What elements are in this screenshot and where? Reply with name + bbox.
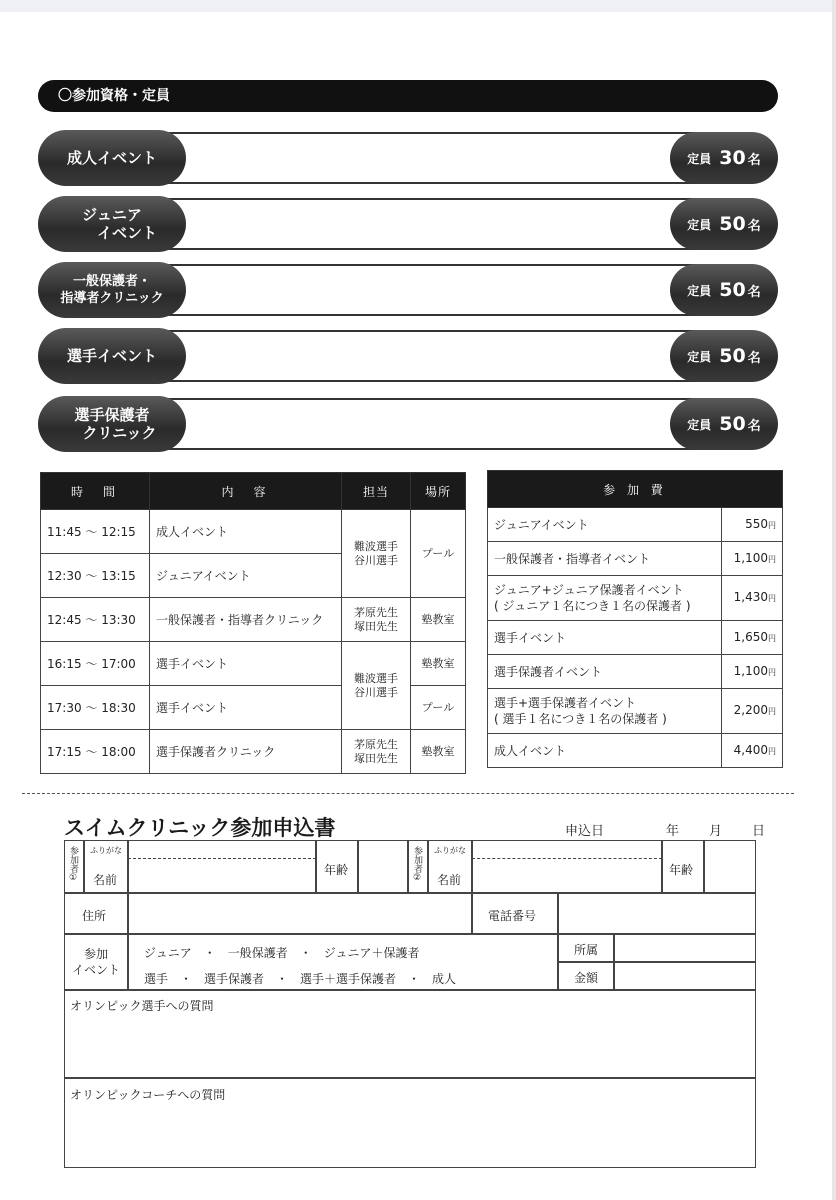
participant2-name-field[interactable] [472, 840, 662, 893]
table-row: 選手+選手保護者イベント ( 選手１名につき１名の保護者 ) 2,200円 [488, 689, 783, 734]
event-name: 選手保護者 クリニック [38, 396, 186, 452]
right-edge [832, 0, 836, 1200]
table-row: 選手イベント 1,650円 [488, 621, 783, 655]
capacity-badge: 定員 50 名 [670, 198, 778, 250]
schedule-table [40, 472, 466, 774]
staff-cell: 難波選手 谷川選手 [342, 642, 411, 730]
place-cell: プール [411, 510, 466, 598]
amount-field[interactable] [614, 962, 756, 990]
participant1-age-field[interactable] [358, 840, 408, 893]
table-row: 17:30 ～ 18:30 選手イベント プール [41, 686, 466, 730]
staff-cell: 難波選手 谷川選手 [342, 510, 411, 598]
event-name: ジュニア イベント [38, 196, 186, 252]
participant2-age-field[interactable] [704, 840, 756, 893]
table-row: 16:15 ～ 17:00 選手イベント 難波選手 谷川選手 塾教室 [41, 642, 466, 686]
staff-cell: 茅原先生 塚田先生 [342, 730, 411, 774]
capacity-row [38, 260, 778, 320]
application-date: 申込日 年 月 日 [565, 824, 766, 839]
capacity-row [38, 194, 778, 254]
table-row: 選手保護者イベント 1,100円 [488, 655, 783, 689]
place-cell: 塾教室 [411, 598, 466, 642]
section-header: 〇参加資格・定員 [38, 80, 778, 112]
fee-table [487, 470, 783, 768]
table-row: 一般保護者・指導者イベント 1,100円 [488, 542, 783, 576]
participant1-name-field[interactable] [128, 840, 316, 893]
capacity-badge: 定員 50 名 [670, 264, 778, 316]
event-name: 選手イベント [38, 328, 186, 384]
table-row: 11:45 ～ 12:15 成人イベント 難波選手 谷川選手 プール [41, 510, 466, 554]
place-cell: 塾教室 [411, 730, 466, 774]
form-title: スイムクリニック参加申込書 [64, 816, 336, 840]
table-row: 成人イベント 4,400円 [488, 734, 783, 768]
table-row: ジュニア+ジュニア保護者イベント ( ジュニア１名につき１名の保護者 ) 1,430円 [488, 576, 783, 621]
event-name: 一般保護者・ 指導者クリニック [38, 262, 186, 318]
capacity-badge: 定員 50 名 [670, 398, 778, 450]
capacity-row [38, 394, 778, 454]
capacity-badge: 定員 30 名 [670, 132, 778, 184]
header-time: 時 間 [41, 473, 150, 510]
table-row: ジュニアイベント 550円 [488, 508, 783, 542]
header-content: 内 容 [150, 473, 342, 510]
cut-line [22, 793, 794, 794]
table-row: 12:45 ～ 13:30 一般保護者・指導者クリニック 茅原先生 塚田先生 塾教室 [41, 598, 466, 642]
capacity-row [38, 326, 778, 386]
header-place: 場所 [411, 473, 466, 510]
staff-cell: 茅原先生 塚田先生 [342, 598, 411, 642]
affiliation-field[interactable] [614, 934, 756, 962]
place-cell: 塾教室 [411, 642, 466, 686]
table-row: 12:30 ～ 13:15 ジュニアイベント [41, 554, 466, 598]
address-field[interactable] [128, 893, 472, 934]
header-staff: 担当 [342, 473, 411, 510]
capacity-row [38, 128, 778, 188]
capacity-badge: 定員 50 名 [670, 330, 778, 382]
fee-header: 参 加 費 [488, 471, 783, 508]
event-name: 成人イベント [38, 130, 186, 186]
place-cell: プール [411, 686, 466, 730]
phone-field[interactable] [558, 893, 756, 934]
top-edge [0, 0, 836, 12]
table-row: 17:15 ～ 18:00 選手保護者クリニック 茅原先生 塚田先生 塾教室 [41, 730, 466, 774]
